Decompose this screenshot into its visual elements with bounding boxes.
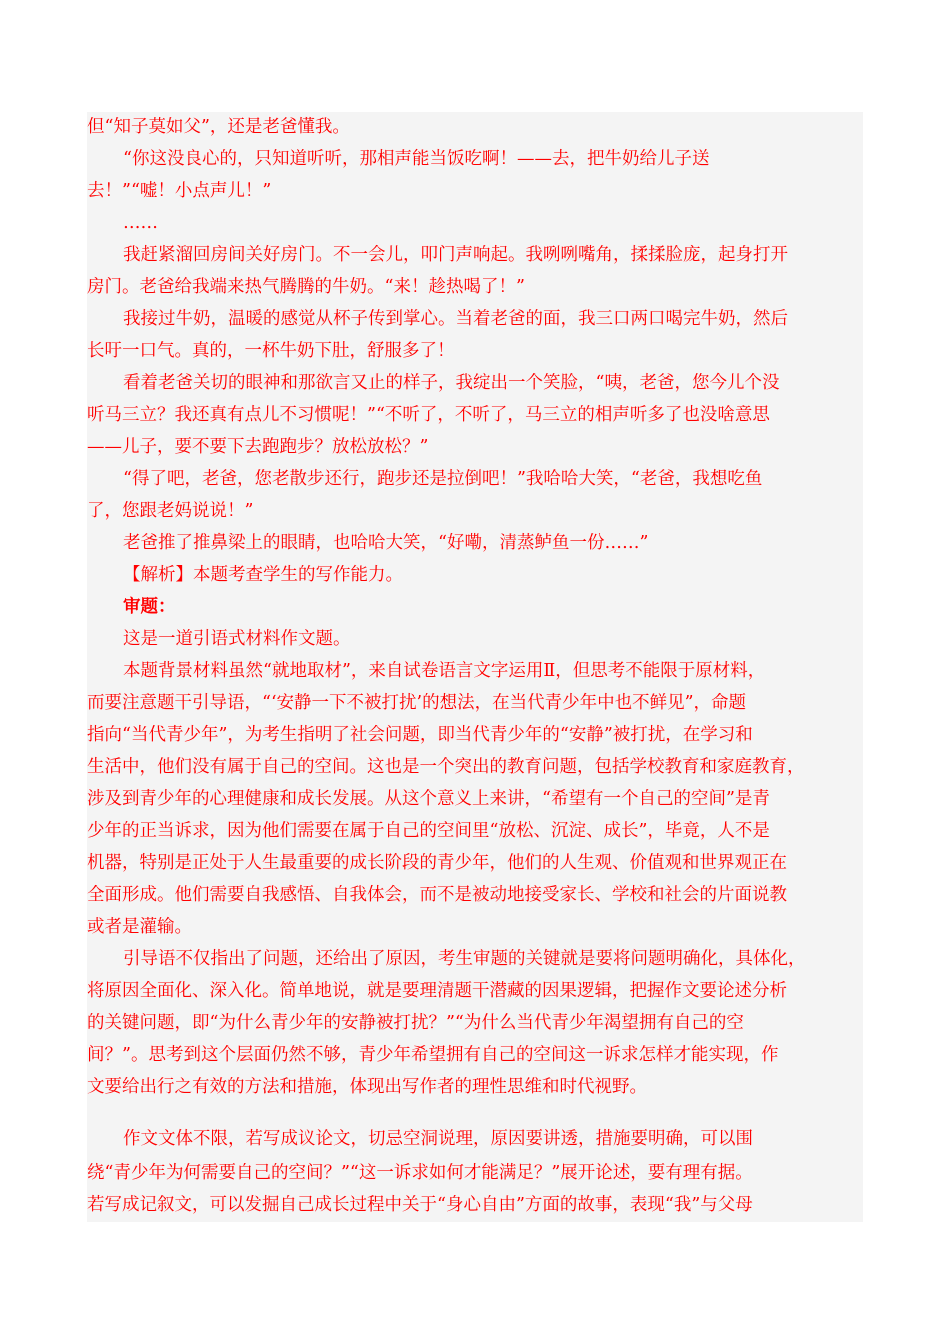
analysis-line: 文要给出行之有效的方法和措施，体现出写作者的理性思维和时代视野。 xyxy=(87,1077,647,1097)
story-line: …… xyxy=(123,213,158,233)
analysis-line: 机器，特别是正处于人生最重要的成长阶段的青少年，他们的人生观、价值观和世界观正在 xyxy=(87,853,787,873)
story-line: 了，您跟老妈说说！” xyxy=(87,501,254,521)
analysis-line: 这是一道引语式材料作文题。 xyxy=(123,629,351,649)
page-content xyxy=(87,112,863,1222)
analysis-line: 而要注意题干引导语，“‘安静一下不被打扰’的想法，在当代青少年中也不鲜见”，命题 xyxy=(87,693,747,713)
analysis-line: 间？”。思考到这个层面仍然不够，青少年希望拥有自己的空间这一诉求怎样才能实现，作 xyxy=(87,1045,779,1065)
analysis-line: 全面形成。他们需要自我感悟、自我体会，而不是被动地接受家长、学校和社会的片面说教 xyxy=(87,885,787,905)
analysis-line: 的关键问题，即“为什么青少年的安静被打扰？”“为什么当代青少年渴望拥有自己的空 xyxy=(87,1013,744,1033)
analysis-line: 作文文体不限，若写成议论文，切忌空洞说理，原因要讲透，措施要明确，可以围 xyxy=(123,1129,753,1149)
story-line: “你这没良心的，只知道听听，那相声能当饭吃啊！——去，把牛奶给儿子送 xyxy=(123,149,710,169)
analysis-label: 【解析】本题考查学生的写作能力。 xyxy=(123,565,403,585)
analysis-line: 涉及到青少年的心理健康和成长发展。从这个意义上来讲，“希望有一个自己的空间”是青 xyxy=(87,789,770,809)
analysis-line: 或者是灌输。 xyxy=(87,917,192,937)
story-line: 我赶紧溜回房间关好房门。不一会儿，叩门声响起。我咧咧嘴角，揉揉脸庞，起身打开 xyxy=(123,245,788,265)
analysis-line: 引导语不仅指出了问题，还给出了原因，考生审题的关键就是要将问题明确化，具体化， xyxy=(123,949,806,969)
analysis-line: 将原因全面化、深入化。简单地说，就是要理清题干潜藏的因果逻辑，把握作文要论述分析 xyxy=(87,981,787,1001)
story-line: 我接过牛奶，温暖的感觉从杯子传到掌心。当着老爸的面，我三口两口喝完牛奶，然后 xyxy=(123,309,788,329)
story-line: 长吁一口气。真的，一杯牛奶下肚，舒服多了！ xyxy=(87,341,455,361)
review-heading: 审题： xyxy=(123,597,176,617)
analysis-line: 少年的正当诉求，因为他们需要在属于自己的空间里“放松、沉淀、成长”，毕竟，人不是 xyxy=(87,821,770,841)
story-line: 听马三立？我还真有点儿不习惯呢！”“不听了，不听了，马三立的相声听多了也没啥意思 xyxy=(87,405,770,425)
story-line: 看着老爸关切的眼神和那欲言又止的样子，我绽出一个笑脸，“咦，老爸，您今儿个没 xyxy=(123,373,780,393)
story-line: 老爸推了推鼻梁上的眼睛，也哈哈大笑，“好嘞，清蒸鲈鱼一份……” xyxy=(123,533,649,553)
story-line: ——儿子，要不要下去跑跑步？放松放松？” xyxy=(87,437,429,457)
story-line: 但“知子莫如父”，还是老爸懂我。 xyxy=(87,117,350,137)
analysis-line: 生活中，他们没有属于自己的空间。这也是一个突出的教育问题，包括学校教育和家庭教育， xyxy=(87,757,805,777)
story-line: 房门。老爸给我端来热气腾腾的牛奶。“来！趁热喝了！” xyxy=(87,277,525,297)
analysis-line: 绕“青少年为何需要自己的空间？”“这一诉求如何才能满足？”展开论述，要有理有据。 xyxy=(87,1163,753,1183)
story-line: “得了吧，老爸，您老散步还行，跑步还是拉倒吧！”我哈哈大笑，“老爸，我想吃鱼 xyxy=(123,469,763,489)
analysis-line: 本题背景材料虽然“就地取材”，来自试卷语言文字运用Ⅱ，但思考不能限于原材料， xyxy=(123,661,766,681)
story-line: 去！”“嘘！小点声儿！” xyxy=(87,181,272,201)
analysis-line: 指向“当代青少年”，为考生指明了社会问题，即当代青少年的“安静”被打扰，在学习和 xyxy=(87,725,753,745)
analysis-line: 若写成记叙文，可以发掘自己成长过程中关于“身心自由”方面的故事，表现“我”与父母 xyxy=(87,1195,753,1215)
